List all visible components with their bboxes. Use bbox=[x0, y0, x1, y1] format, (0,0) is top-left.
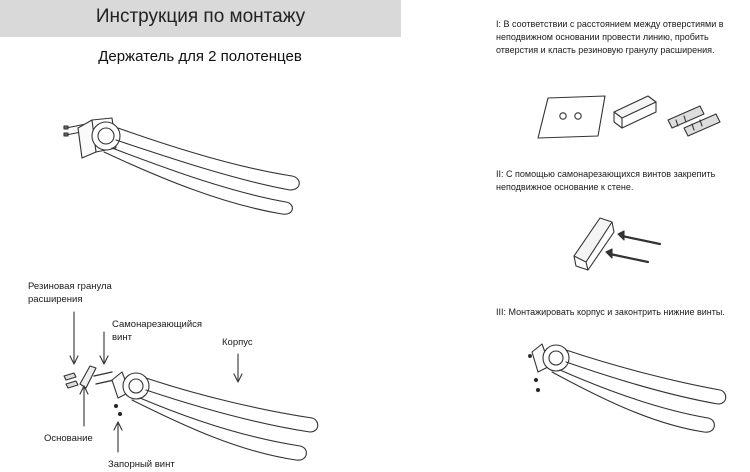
step-2-text: II: С помощью самонарезающихся винтов закрепить неподвижное основание к стене. bbox=[496, 169, 716, 192]
label-self-tapping-screw: Самонарезающийся винт bbox=[112, 319, 203, 343]
step2-illustration bbox=[574, 218, 660, 270]
product-title: Держатель для 2 полотенцев bbox=[98, 48, 302, 65]
page-title: Инструкция по монтажу bbox=[95, 6, 306, 27]
step1-illustration bbox=[538, 96, 720, 138]
towel-holder-exploded-illustration bbox=[64, 366, 318, 460]
towel-holder-overview-illustration bbox=[64, 118, 299, 214]
label-body: Корпус bbox=[222, 337, 253, 348]
label-locking-screw: Запорный винт bbox=[108, 459, 175, 470]
step3-illustration bbox=[529, 344, 726, 432]
label-rubber-plug: Резиновая гранула расширения bbox=[28, 281, 112, 305]
step-1-text: I: В соответствии с расстоянием между отверстиями в неподвижном основании провести линию, пробить отверстия и класть резиновую гранулу расширения. bbox=[496, 19, 724, 55]
label-base: Основание bbox=[44, 433, 93, 444]
step-3-text: III: Монтажировать корпус и законтрить нижние винты. bbox=[496, 307, 725, 317]
